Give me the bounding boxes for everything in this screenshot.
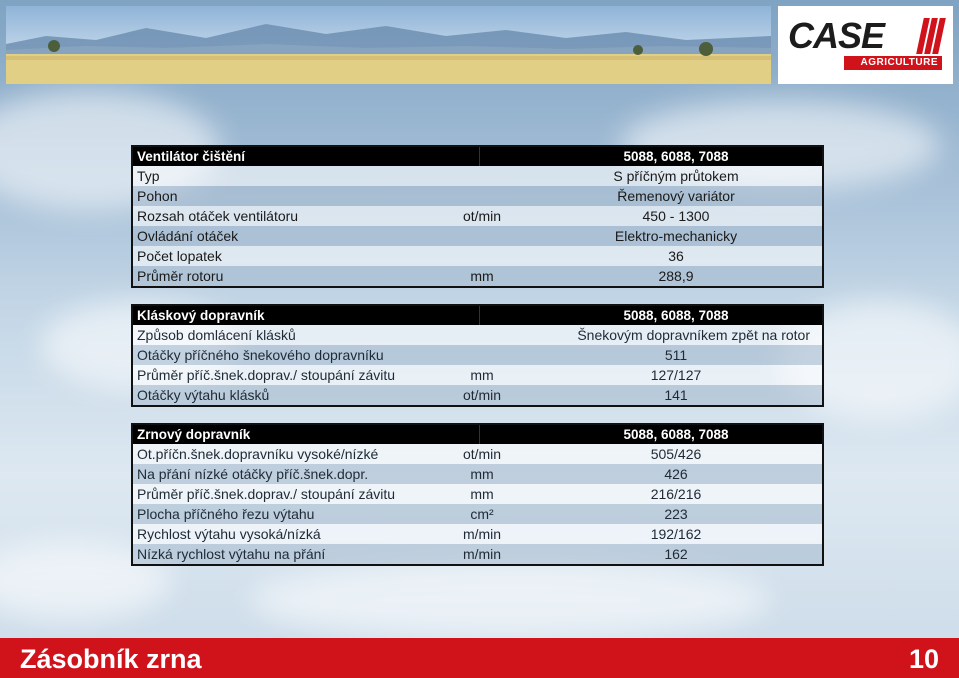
row-unit: ot/min xyxy=(462,387,502,403)
table-row xyxy=(133,345,822,365)
row-label: Plocha příčného řezu výtahu xyxy=(137,506,315,522)
row-value: Elektro-mechanicky xyxy=(614,228,738,244)
table-row xyxy=(133,385,822,405)
row-label: Otáčky výtahu klásků xyxy=(137,387,270,403)
row-value: 216/216 xyxy=(650,486,702,502)
table-row xyxy=(133,365,822,385)
table-models: 5088, 6088, 7088 xyxy=(623,427,729,442)
logo-stripes-icon xyxy=(918,18,944,54)
row-label: Průměr příč.šnek.doprav./ stoupání závitu xyxy=(137,486,396,502)
row-label: Rozsah otáček ventilátoru xyxy=(137,208,299,224)
row-label: Způsob domlácení klásků xyxy=(137,327,296,343)
row-label: Otáčky příčného šnekového dopravníku xyxy=(137,347,384,363)
row-label: Ovládání otáček xyxy=(137,228,239,244)
table-row xyxy=(133,544,822,564)
row-value: 505/426 xyxy=(650,446,702,462)
row-value: 36 xyxy=(668,248,684,264)
table-title: Zrnový dopravník xyxy=(137,427,251,442)
row-unit: ot/min xyxy=(462,208,502,224)
row-label: Průměr příč.šnek.doprav./ stoupání závitu xyxy=(137,367,396,383)
row-label: Nízká rychlost výtahu na přání xyxy=(137,546,326,562)
table-header xyxy=(133,147,822,166)
spec-table-grain-elevator xyxy=(131,423,824,566)
spec-table-tailings-elevator xyxy=(131,304,824,407)
row-unit: m/min xyxy=(462,526,502,542)
row-value: 192/162 xyxy=(650,526,702,542)
spec-table-cleaning-fan xyxy=(131,145,824,288)
row-value: 450 - 1300 xyxy=(642,208,710,224)
row-unit: m/min xyxy=(462,546,502,562)
table-row xyxy=(133,464,822,484)
row-value: 511 xyxy=(664,347,688,363)
table-header xyxy=(133,425,822,444)
row-label: Ot.příčn.šnek.dopravníku vysoké/nízké xyxy=(137,446,379,462)
row-value: 162 xyxy=(664,546,688,562)
footer-bar xyxy=(0,638,959,678)
logo-brand-text: CASE xyxy=(788,15,885,56)
cloud-decoration xyxy=(250,560,770,640)
slide-title: Zásobník zrna xyxy=(20,644,202,674)
row-value: 426 xyxy=(664,466,688,482)
table-row xyxy=(133,206,822,226)
header-landscape-photo xyxy=(6,6,771,84)
row-value: 127/127 xyxy=(650,367,702,383)
logo-subtitle: AGRICULTURE xyxy=(844,56,942,70)
row-unit: mm xyxy=(470,367,494,383)
row-value: 288,9 xyxy=(658,268,694,284)
table-row xyxy=(133,186,822,206)
row-unit: cm² xyxy=(470,506,494,522)
row-label: Počet lopatek xyxy=(137,248,222,264)
table-row xyxy=(133,524,822,544)
table-row xyxy=(133,325,822,345)
row-value: Řemenový variátor xyxy=(617,188,735,204)
row-label: Průměr rotoru xyxy=(137,268,224,284)
table-row xyxy=(133,166,822,186)
table-title: Kláskový dopravník xyxy=(137,308,265,323)
row-value: S příčným průtokem xyxy=(613,168,739,184)
row-unit: mm xyxy=(470,268,494,284)
table-row xyxy=(133,504,822,524)
table-models: 5088, 6088, 7088 xyxy=(623,308,729,323)
row-label: Rychlost výtahu vysoká/nízká xyxy=(137,526,321,542)
row-unit: mm xyxy=(470,466,494,482)
row-unit: mm xyxy=(470,486,494,502)
table-row xyxy=(133,484,822,504)
table-row xyxy=(133,444,822,464)
table-row xyxy=(133,226,822,246)
row-label: Pohon xyxy=(137,188,178,204)
table-header xyxy=(133,306,822,325)
table-row xyxy=(133,266,822,286)
case-agriculture-logo xyxy=(778,6,953,84)
table-row xyxy=(133,246,822,266)
row-unit: ot/min xyxy=(462,446,502,462)
row-value: Šnekovým dopravníkem zpět na rotor xyxy=(577,327,810,343)
table-title: Ventilátor čištění xyxy=(137,149,246,164)
table-models: 5088, 6088, 7088 xyxy=(623,149,729,164)
page-number: 10 xyxy=(908,644,939,674)
row-value: 223 xyxy=(664,506,688,522)
row-value: 141 xyxy=(664,387,688,403)
row-label: Typ xyxy=(137,168,160,184)
row-label: Na přání nízké otáčky příč.šnek.dopr. xyxy=(137,466,369,482)
